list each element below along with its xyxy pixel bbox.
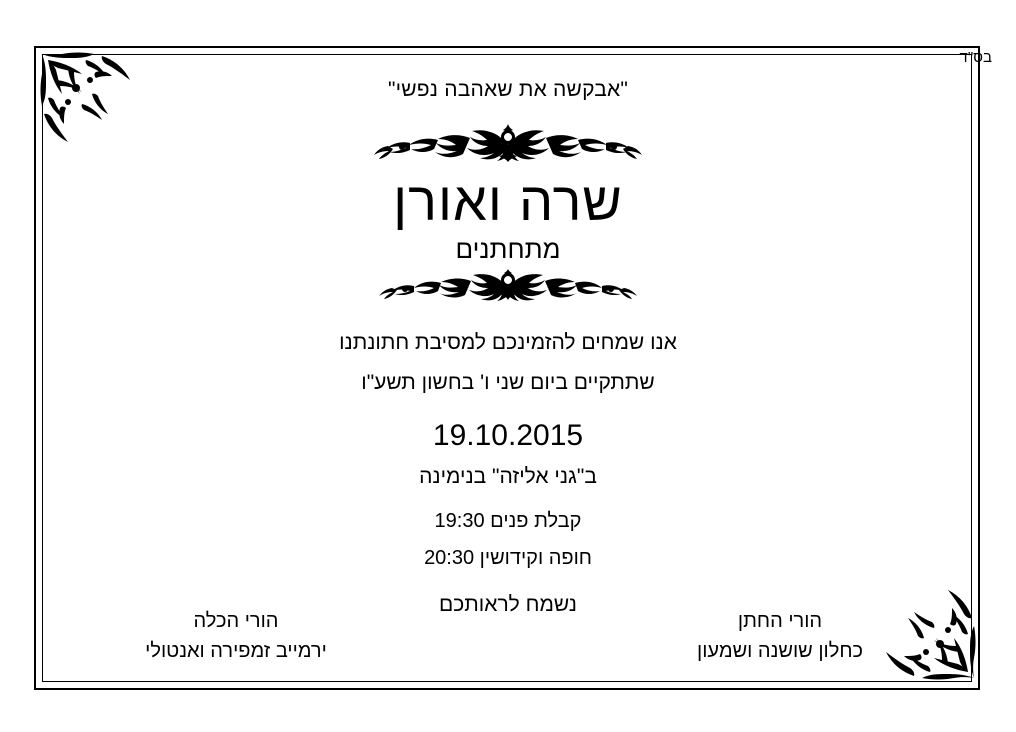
invitation-text-block [60, 323, 956, 403]
parents-section [60, 606, 956, 666]
couple-subtitle: מתחתנים [455, 233, 561, 264]
groom-parents-title: הורי החתן [737, 610, 823, 632]
bride-parents [116, 606, 356, 666]
groom-parents [660, 606, 900, 666]
closing-line: נשמח לראותכם [439, 593, 577, 617]
bride-parents-title: הורי הכלה [193, 610, 279, 632]
event-times [60, 503, 956, 577]
couple-names: שרה ואורן [393, 172, 623, 232]
invitation-line-2: שתתקיים ביום שני ו' בחשון תשע"ו [361, 371, 655, 395]
invitation-line-1: אנו שמחים להזמינכם למסיבת חתונתנו [339, 331, 677, 355]
ceremony-time: חופה וקידושין 20:30 [424, 547, 592, 570]
opening-quote: "אבקשה את שאהבה נפשי" [387, 78, 629, 101]
event-date: 19.10.2015 [432, 419, 584, 453]
groom-parents-names: כחלון שושנה ושמעון [697, 640, 863, 662]
floral-divider-top-icon [60, 124, 956, 170]
reception-time: קבלת פנים 19:30 [434, 510, 582, 533]
floral-divider-bottom-icon [60, 269, 956, 301]
bride-parents-names: ירמייב זמפירה ואנטולי [145, 640, 327, 662]
event-venue: ב"גני אליזה" בנימינה [419, 465, 597, 489]
invitation-content [60, 60, 956, 676]
bsd-text: בס"ד [959, 49, 992, 66]
